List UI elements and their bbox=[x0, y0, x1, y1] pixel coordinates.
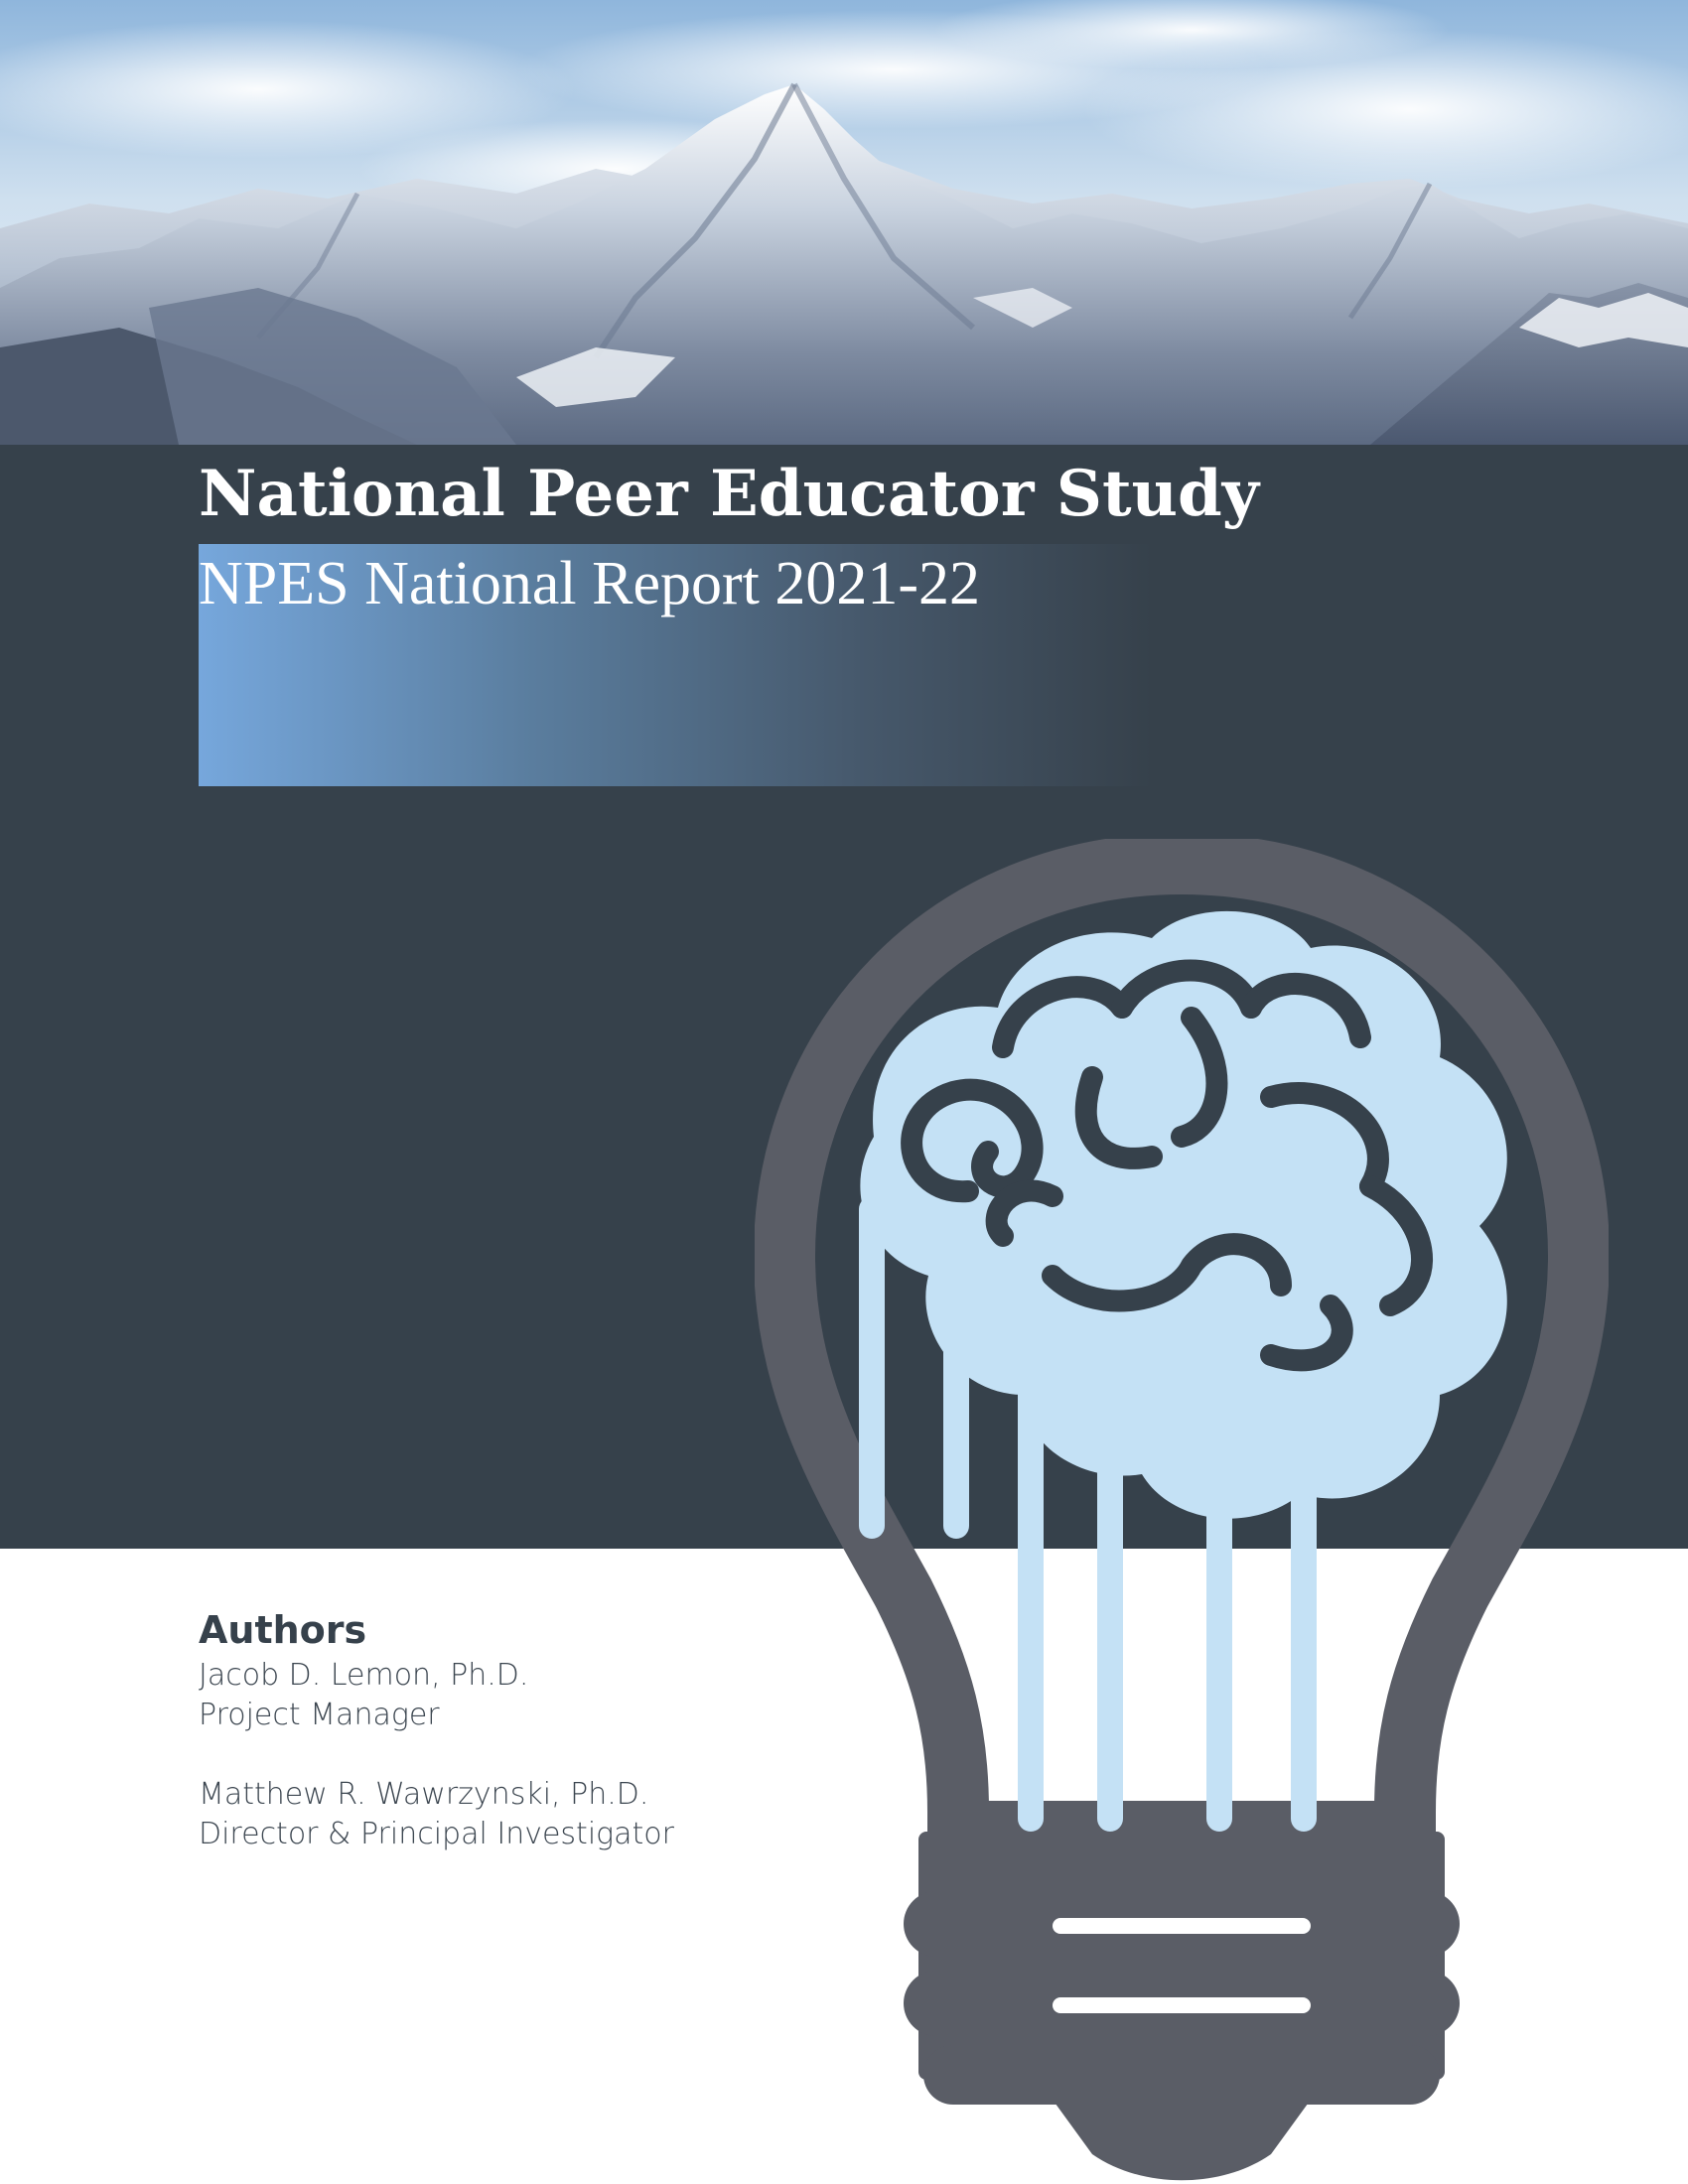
author-name: Matthew R. Wawrzynski, Ph.D. bbox=[199, 1777, 649, 1812]
page-title: National Peer Educator Study bbox=[199, 457, 1259, 531]
title-block bbox=[199, 452, 1489, 537]
mountain-photo bbox=[0, 0, 1688, 445]
author-role: Director & Principal Investigator bbox=[199, 1817, 674, 1851]
author-name: Jacob D. Lemon, Ph.D. bbox=[199, 1658, 529, 1693]
authors-heading: Authors bbox=[199, 1608, 367, 1652]
author-role: Project Manager bbox=[199, 1698, 440, 1732]
lightbulb-brain-icon bbox=[755, 839, 1609, 2184]
page-subtitle: NPES National Report 2021-22 bbox=[199, 550, 980, 617]
